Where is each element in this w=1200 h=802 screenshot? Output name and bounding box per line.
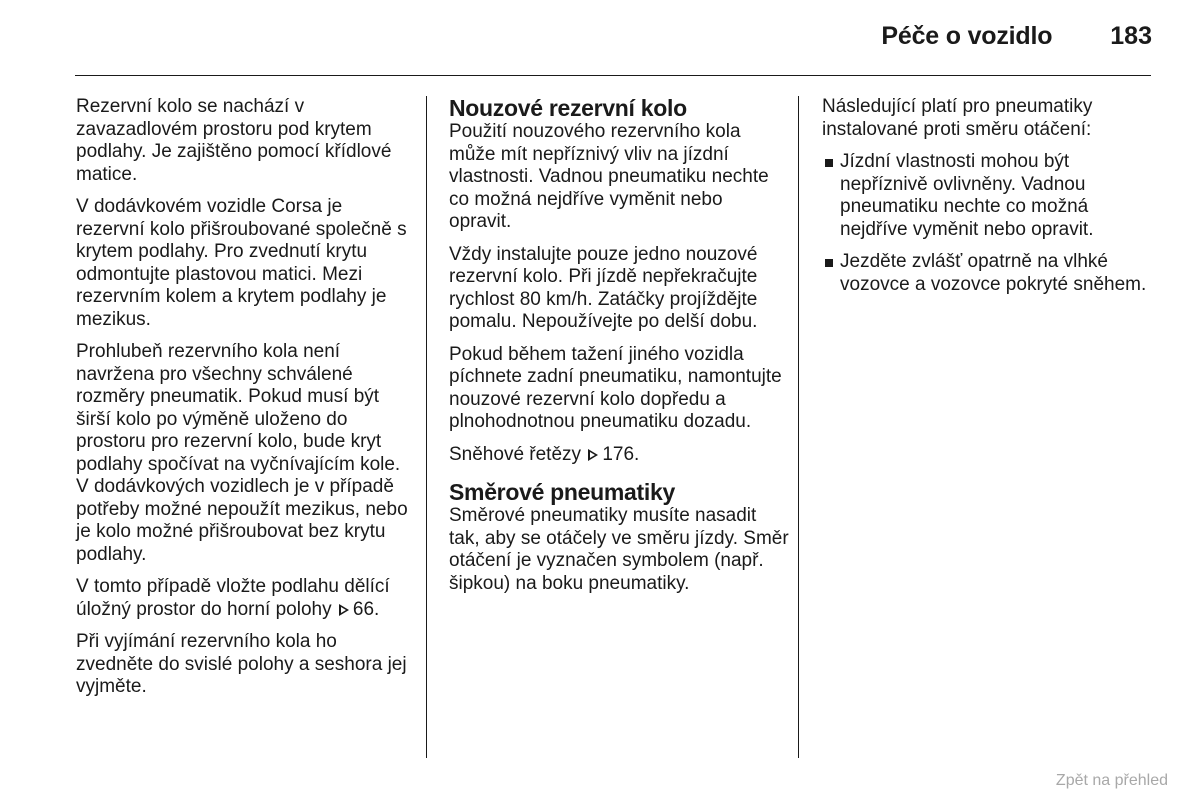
bullet-list (822, 151, 1152, 296)
heading-directional-tyres: Směrové pneumatiky (449, 479, 675, 505)
list-item (822, 151, 1152, 241)
paragraph: Rezervní kolo se nachází v zavazadlovém prostoru pod krytem podlahy. Je zajištěno pomocí křídlové matice. (76, 96, 392, 185)
header-divider (75, 75, 1151, 76)
square-bullet-icon (825, 259, 833, 267)
paragraph-with-reference (76, 576, 416, 621)
back-to-overview-link[interactable]: Zpět na přehled (1055, 772, 1168, 789)
page-reference-link[interactable]: 66. (352, 598, 380, 620)
paragraph: Směrové pneumatiky musíte nasadit tak, aby se otáčely ve směru jízdy. Směr otáčení je vyznačen symbolem (např. šipkou) na boku pneumatiky. (449, 505, 789, 594)
paragraph: V dodávkovém vozidle Corsa je rezervní kolo přišroubované společně s krytem podlahy. Pro zvednutí krytu odmontujte plastovou matici. Mezi rezervním kolem a krytem podlahy je mezikus. (76, 196, 407, 330)
heading-spare-wheel: Nouzové rezervní kolo (449, 95, 687, 121)
reference-arrow-icon (588, 449, 598, 461)
page-header (881, 22, 1152, 51)
paragraph-text: V tomto případě vložte podlahu dělící úložný prostor do horní polohy (76, 576, 390, 620)
column-1 (76, 96, 416, 709)
column-3 (822, 96, 1152, 306)
paragraph-with-reference (449, 444, 789, 467)
page-number: 183 (1110, 22, 1152, 50)
column-2 (449, 96, 789, 605)
page-reference-link[interactable]: 176. (602, 443, 640, 465)
paragraph: Pokud během tažení jiného vozidla píchnete zadní pneumatiku, namontujte nouzové rezervní kolo dopředu a plnohodnotnou pneumatiku dozadu. (449, 343, 782, 432)
section-title: Péče o vozidlo (881, 22, 1053, 50)
column-divider-2 (798, 96, 799, 758)
paragraph: Použití nouzového rezervního kola může mít nepříznivý vliv na jízdní vlastnosti. Vadnou pneumatiku nechte co možná nejdříve vyměnit nebo opravit. (449, 121, 769, 232)
list-item-text: Jezděte zvlášť opatrně na vlhké vozovce a vozovce pokryté sněhem. (840, 251, 1147, 295)
paragraph-text: Sněhové řetězy (449, 443, 582, 465)
column-divider-1 (426, 96, 427, 758)
paragraph: Prohlubeň rezervního kola není navržena pro všechny schválené rozměry pneumatik. Pokud musí být širší kolo po výměně uloženo do prostoru pro rezervní kolo, bude kryt podlahy spočívat na vyčnívajícím kole. V dodávkových vozidlech je v případě potřeby možné nepoužít mezikus, nebo je kolo možné přišroubovat bez krytu podlahy. (76, 341, 408, 565)
list-item-text: Jízdní vlastnosti mohou být nepříznivě ovlivněny. Vadnou pneumatiku nechte co možná nejdříve vyměnit nebo opravit. (840, 151, 1094, 240)
paragraph: Následující platí pro pneumatiky instalované proti směru otáčení: (822, 96, 1093, 140)
reference-arrow-icon (339, 604, 349, 616)
list-item (822, 251, 1152, 296)
paragraph: Vždy instalujte pouze jedno nouzové rezervní kolo. Při jízdě nepřekračujte rychlost 80 km/h. Zatáčky projíždějte pomalu. Nepoužívejte po delší dobu. (449, 243, 758, 332)
paragraph: Při vyjímání rezervního kola ho zvedněte do svislé polohy a seshora jej vyjměte. (76, 631, 407, 697)
square-bullet-icon (825, 159, 833, 167)
